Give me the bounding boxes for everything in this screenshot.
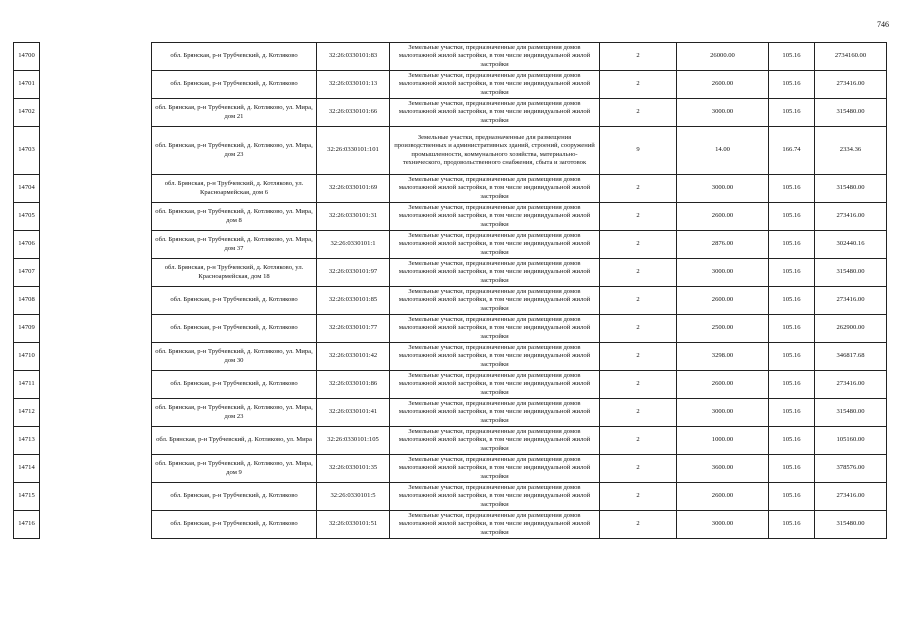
row-number-cell: 14702 — [14, 99, 40, 127]
table-row — [14, 175, 887, 203]
table-row — [14, 427, 887, 455]
land-use-cell: Земельные участки, предназначенные для размещения домов малоэтажной жилой застройки, в том числе индивидуальной жилой застройки — [390, 259, 600, 287]
cadastral-number-cell: 32:26:0330101:86 — [317, 371, 390, 399]
group-cell: 9 — [600, 127, 677, 175]
row-number-cell: 14704 — [14, 175, 40, 203]
row-number-cell: 14712 — [14, 399, 40, 427]
address-cell: обл. Брянская, р-н Трубчевский, д. Котляково, ул. Мира, дом 21 — [152, 99, 317, 127]
area-cell: 3600.00 — [677, 455, 769, 483]
land-use-cell: Земельные участки, предназначенные для размещения домов малоэтажной жилой застройки, в том числе индивидуальной жилой застройки — [390, 203, 600, 231]
blank-cell — [40, 43, 152, 71]
area-cell: 2600.00 — [677, 371, 769, 399]
table-row — [14, 399, 887, 427]
group-cell: 2 — [600, 43, 677, 71]
group-cell: 2 — [600, 399, 677, 427]
address-cell: обл. Брянская, р-н Трубчевский, д. Котляково, ул. Мира, дом 9 — [152, 455, 317, 483]
land-use-cell: Земельные участки, предназначенные для размещения домов малоэтажной жилой застройки, в том числе индивидуальной жилой застройки — [390, 511, 600, 539]
table-row — [14, 99, 887, 127]
land-use-cell: Земельные участки, предназначенные для размещения домов малоэтажной жилой застройки, в том числе индивидуальной жилой застройки — [390, 483, 600, 511]
address-cell: обл. Брянская, р-н Трубчевский, д. Котляково, ул. Мира, дом 37 — [152, 231, 317, 259]
specific-value-cell: 105.16 — [769, 511, 815, 539]
address-cell: обл. Брянская, р-н Трубчевский, д. Котляково, ул. Мира — [152, 427, 317, 455]
area-cell: 2876.00 — [677, 231, 769, 259]
address-cell: обл. Брянская, р-н Трубчевский, д. Котляково — [152, 71, 317, 99]
cadastral-value-cell: 273416.00 — [815, 203, 887, 231]
table-row — [14, 259, 887, 287]
blank-cell — [40, 287, 152, 315]
cadastral-number-cell: 32:26:0330101:97 — [317, 259, 390, 287]
specific-value-cell: 105.16 — [769, 203, 815, 231]
group-cell: 2 — [600, 511, 677, 539]
blank-cell — [40, 99, 152, 127]
cadastral-number-cell: 32:26:0330101:69 — [317, 175, 390, 203]
row-number-cell: 14705 — [14, 203, 40, 231]
land-use-cell: Земельные участки, предназначенные для размещения производственных и административных зданий, строений, сооружений промышленности, коммунального хозяйства, материально-технического, продовольственного снабжения, сбыта и заготовок — [390, 127, 600, 175]
specific-value-cell: 105.16 — [769, 427, 815, 455]
address-cell: обл. Брянская, р-н Трубчевский, д. Котляково, ул. Мира, дом 23 — [152, 399, 317, 427]
area-cell: 26000.00 — [677, 43, 769, 71]
cadastral-value-cell: 346817.68 — [815, 343, 887, 371]
cadastral-value-cell: 105160.00 — [815, 427, 887, 455]
row-number-cell: 14716 — [14, 511, 40, 539]
address-cell: обл. Брянская, р-н Трубчевский, д. Котляково, ул. Мира, дом 8 — [152, 203, 317, 231]
cadastral-number-cell: 32:26:0330101:13 — [317, 71, 390, 99]
table-row — [14, 71, 887, 99]
blank-cell — [40, 259, 152, 287]
cadastral-number-cell: 32:26:0330101:35 — [317, 455, 390, 483]
cadastral-value-cell: 315480.00 — [815, 99, 887, 127]
cadastral-number-cell: 32:26:0330101:101 — [317, 127, 390, 175]
blank-cell — [40, 399, 152, 427]
table-row — [14, 511, 887, 539]
table-row — [14, 287, 887, 315]
blank-cell — [40, 315, 152, 343]
cadastral-number-cell: 32:26:0330101:105 — [317, 427, 390, 455]
blank-cell — [40, 511, 152, 539]
specific-value-cell: 105.16 — [769, 315, 815, 343]
blank-cell — [40, 71, 152, 99]
group-cell: 2 — [600, 427, 677, 455]
table-row — [14, 43, 887, 71]
cadastral-number-cell: 32:26:0330101:85 — [317, 287, 390, 315]
group-cell: 2 — [600, 99, 677, 127]
blank-cell — [40, 427, 152, 455]
cadastral-number-cell: 32:26:0330101:51 — [317, 511, 390, 539]
cadastral-value-cell: 315480.00 — [815, 259, 887, 287]
row-number-cell: 14700 — [14, 43, 40, 71]
cadastral-value-cell: 262900.00 — [815, 315, 887, 343]
row-number-cell: 14701 — [14, 71, 40, 99]
land-use-cell: Земельные участки, предназначенные для размещения домов малоэтажной жилой застройки, в том числе индивидуальной жилой застройки — [390, 343, 600, 371]
address-cell: обл. Брянская, р-н Трубчевский, д. Котляково, ул. Красноармейская, дом 6 — [152, 175, 317, 203]
group-cell: 2 — [600, 231, 677, 259]
address-cell: обл. Брянская, р-н Трубчевский, д. Котляково, ул. Мира, дом 23 — [152, 127, 317, 175]
specific-value-cell: 105.16 — [769, 43, 815, 71]
area-cell: 2500.00 — [677, 315, 769, 343]
group-cell: 2 — [600, 483, 677, 511]
row-number-cell: 14709 — [14, 315, 40, 343]
cadastral-value-cell: 315480.00 — [815, 175, 887, 203]
area-cell: 2600.00 — [677, 287, 769, 315]
area-cell: 3000.00 — [677, 259, 769, 287]
blank-cell — [40, 231, 152, 259]
land-use-cell: Земельные участки, предназначенные для размещения домов малоэтажной жилой застройки, в том числе индивидуальной жилой застройки — [390, 455, 600, 483]
group-cell: 2 — [600, 455, 677, 483]
specific-value-cell: 105.16 — [769, 287, 815, 315]
specific-value-cell: 105.16 — [769, 99, 815, 127]
blank-cell — [40, 455, 152, 483]
cadastral-value-cell: 273416.00 — [815, 287, 887, 315]
specific-value-cell: 105.16 — [769, 259, 815, 287]
row-number-cell: 14707 — [14, 259, 40, 287]
cadastral-value-cell: 2334.36 — [815, 127, 887, 175]
group-cell: 2 — [600, 175, 677, 203]
specific-value-cell: 105.16 — [769, 175, 815, 203]
group-cell: 2 — [600, 315, 677, 343]
cadastral-number-cell: 32:26:0330101:41 — [317, 399, 390, 427]
area-cell: 2600.00 — [677, 203, 769, 231]
address-cell: обл. Брянская, р-н Трубчевский, д. Котляково — [152, 287, 317, 315]
land-use-cell: Земельные участки, предназначенные для размещения домов малоэтажной жилой застройки, в том числе индивидуальной жилой застройки — [390, 371, 600, 399]
cadastral-number-cell: 32:26:0330101:1 — [317, 231, 390, 259]
group-cell: 2 — [600, 259, 677, 287]
blank-cell — [40, 203, 152, 231]
blank-cell — [40, 483, 152, 511]
table-row — [14, 127, 887, 175]
table-row — [14, 483, 887, 511]
address-cell: обл. Брянская, р-н Трубчевский, д. Котляково — [152, 315, 317, 343]
area-cell: 3000.00 — [677, 99, 769, 127]
specific-value-cell: 105.16 — [769, 71, 815, 99]
specific-value-cell: 105.16 — [769, 483, 815, 511]
address-cell: обл. Брянская, р-н Трубчевский, д. Котляково — [152, 371, 317, 399]
land-use-cell: Земельные участки, предназначенные для размещения домов малоэтажной жилой застройки, в том числе индивидуальной жилой застройки — [390, 399, 600, 427]
blank-cell — [40, 371, 152, 399]
land-use-cell: Земельные участки, предназначенные для размещения домов малоэтажной жилой застройки, в том числе индивидуальной жилой застройки — [390, 231, 600, 259]
table-row — [14, 455, 887, 483]
address-cell: обл. Брянская, р-н Трубчевский, д. Котляково, ул. Красноармейская, дом 18 — [152, 259, 317, 287]
specific-value-cell: 105.16 — [769, 371, 815, 399]
cadastral-value-cell: 273416.00 — [815, 71, 887, 99]
group-cell: 2 — [600, 343, 677, 371]
cadastral-number-cell: 32:26:0330101:5 — [317, 483, 390, 511]
row-number-cell: 14715 — [14, 483, 40, 511]
cadastral-number-cell: 32:26:0330101:31 — [317, 203, 390, 231]
address-cell: обл. Брянская, р-н Трубчевский, д. Котляково — [152, 511, 317, 539]
land-use-cell: Земельные участки, предназначенные для размещения домов малоэтажной жилой застройки, в том числе индивидуальной жилой застройки — [390, 315, 600, 343]
group-cell: 2 — [600, 371, 677, 399]
cadastral-value-table — [13, 42, 887, 539]
specific-value-cell: 105.16 — [769, 231, 815, 259]
land-use-cell: Земельные участки, предназначенные для размещения домов малоэтажной жилой застройки, в том числе индивидуальной жилой застройки — [390, 71, 600, 99]
row-number-cell: 14706 — [14, 231, 40, 259]
area-cell: 2600.00 — [677, 483, 769, 511]
row-number-cell: 14711 — [14, 371, 40, 399]
cadastral-value-cell: 315480.00 — [815, 399, 887, 427]
blank-cell — [40, 343, 152, 371]
specific-value-cell: 105.16 — [769, 343, 815, 371]
area-cell: 3000.00 — [677, 175, 769, 203]
row-number-cell: 14703 — [14, 127, 40, 175]
table-row — [14, 231, 887, 259]
row-number-cell: 14714 — [14, 455, 40, 483]
address-cell: обл. Брянская, р-н Трубчевский, д. Котляково — [152, 483, 317, 511]
page-number: 746 — [877, 20, 889, 29]
area-cell: 1000.00 — [677, 427, 769, 455]
cadastral-number-cell: 32:26:0330101:66 — [317, 99, 390, 127]
cadastral-number-cell: 32:26:0330101:42 — [317, 343, 390, 371]
table-row — [14, 371, 887, 399]
land-use-cell: Земельные участки, предназначенные для размещения домов малоэтажной жилой застройки, в том числе индивидуальной жилой застройки — [390, 287, 600, 315]
area-cell: 3000.00 — [677, 399, 769, 427]
cadastral-value-cell: 315480.00 — [815, 511, 887, 539]
cadastral-value-cell: 2734160.00 — [815, 43, 887, 71]
cadastral-value-cell: 302440.16 — [815, 231, 887, 259]
row-number-cell: 14710 — [14, 343, 40, 371]
table-row — [14, 203, 887, 231]
row-number-cell: 14713 — [14, 427, 40, 455]
land-use-cell: Земельные участки, предназначенные для размещения домов малоэтажной жилой застройки, в том числе индивидуальной жилой застройки — [390, 175, 600, 203]
specific-value-cell: 105.16 — [769, 455, 815, 483]
row-number-cell: 14708 — [14, 287, 40, 315]
group-cell: 2 — [600, 203, 677, 231]
land-use-cell: Земельные участки, предназначенные для размещения домов малоэтажной жилой застройки, в том числе индивидуальной жилой застройки — [390, 427, 600, 455]
area-cell: 3000.00 — [677, 511, 769, 539]
cadastral-number-cell: 32:26:0330101:77 — [317, 315, 390, 343]
table-row — [14, 343, 887, 371]
land-use-cell: Земельные участки, предназначенные для размещения домов малоэтажной жилой застройки, в том числе индивидуальной жилой застройки — [390, 43, 600, 71]
table-body — [14, 43, 887, 539]
area-cell: 14.00 — [677, 127, 769, 175]
table-row — [14, 315, 887, 343]
address-cell: обл. Брянская, р-н Трубчевский, д. Котляково — [152, 43, 317, 71]
land-use-cell: Земельные участки, предназначенные для размещения домов малоэтажной жилой застройки, в том числе индивидуальной жилой застройки — [390, 99, 600, 127]
area-cell: 2600.00 — [677, 71, 769, 99]
specific-value-cell: 105.16 — [769, 399, 815, 427]
blank-cell — [40, 175, 152, 203]
cadastral-value-cell: 378576.00 — [815, 455, 887, 483]
specific-value-cell: 166.74 — [769, 127, 815, 175]
group-cell: 2 — [600, 287, 677, 315]
area-cell: 3298.00 — [677, 343, 769, 371]
cadastral-value-cell: 273416.00 — [815, 371, 887, 399]
cadastral-number-cell: 32:26:0330101:83 — [317, 43, 390, 71]
group-cell: 2 — [600, 71, 677, 99]
cadastral-value-cell: 273416.00 — [815, 483, 887, 511]
address-cell: обл. Брянская, р-н Трубчевский, д. Котляково, ул. Мира, дом 30 — [152, 343, 317, 371]
blank-cell — [40, 127, 152, 175]
